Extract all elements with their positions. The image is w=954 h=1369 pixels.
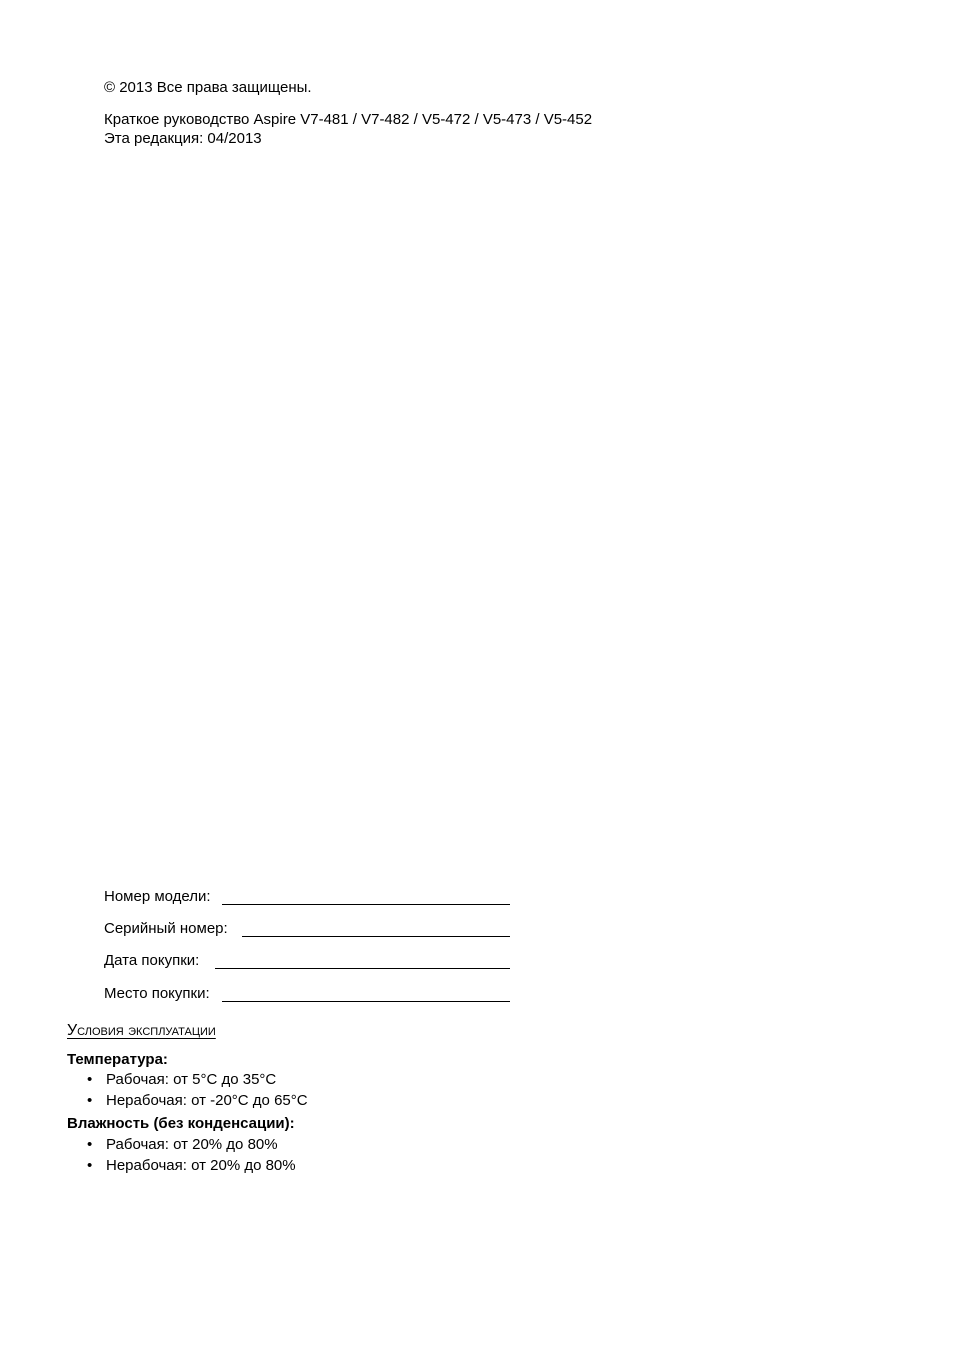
humidity-operating: Рабочая: от 20% до 80% bbox=[106, 1136, 278, 1153]
copyright-notice: © 2013 Все права защищены. bbox=[104, 79, 312, 96]
bullet-icon: • bbox=[87, 1157, 93, 1174]
list-item bbox=[87, 1070, 276, 1089]
model-number-label: Номер модели: bbox=[104, 888, 211, 905]
purchase-date-label: Дата покупки: bbox=[104, 952, 200, 969]
purchase-place-field bbox=[104, 984, 210, 1003]
guide-title: Краткое руководство Aspire V7-481 / V7-482 / V5-472 / V5-473 / V5-452 bbox=[104, 111, 593, 128]
list-item bbox=[87, 1091, 308, 1110]
purchase-place-label: Место покупки: bbox=[104, 985, 210, 1002]
model-number-field bbox=[104, 887, 211, 906]
bullet-icon: • bbox=[87, 1071, 93, 1088]
edition-date: Эта редакция: 04/2013 bbox=[104, 130, 262, 147]
temperature-operating: Рабочая: от 5°C до 35°C bbox=[106, 1071, 277, 1088]
serial-number-blank-line bbox=[242, 936, 510, 937]
humidity-label: Влажность (без конденсации): bbox=[67, 1115, 295, 1132]
humidity-non-operating: Нерабочая: от 20% до 80% bbox=[106, 1157, 296, 1174]
temperature-label: Температура: bbox=[67, 1051, 168, 1068]
purchase-date-blank-line bbox=[215, 968, 510, 969]
operating-conditions-heading: Условия эксплуатации bbox=[67, 1022, 216, 1039]
model-number-blank-line bbox=[222, 904, 510, 905]
list-item bbox=[87, 1156, 296, 1175]
purchase-date-field bbox=[104, 951, 199, 970]
serial-number-label: Серийный номер: bbox=[104, 920, 228, 937]
bullet-icon: • bbox=[87, 1092, 93, 1109]
temperature-non-operating: Нерабочая: от -20°C до 65°C bbox=[106, 1092, 308, 1109]
bullet-icon: • bbox=[87, 1136, 93, 1153]
purchase-place-blank-line bbox=[222, 1001, 510, 1002]
serial-number-field bbox=[104, 919, 228, 938]
list-item bbox=[87, 1135, 278, 1154]
